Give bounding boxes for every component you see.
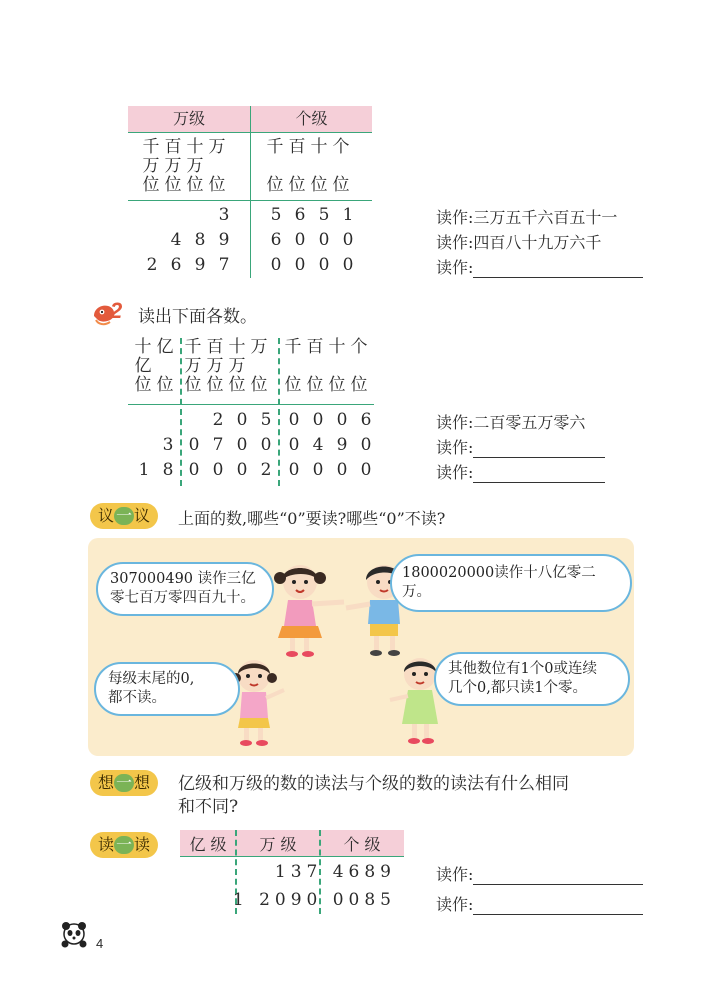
section-2-number: 2 bbox=[110, 298, 123, 323]
table1-header-wan: 万级 bbox=[128, 106, 250, 132]
speech-bubble-1: 307000490 读作三亿 零七百万零四百九十。 bbox=[96, 562, 274, 616]
table1-header-ge: 个级 bbox=[251, 106, 372, 132]
table1-row-2-ge: 6 0 0 0 bbox=[270, 230, 354, 250]
read-row-1: 137 4689 bbox=[274, 862, 396, 882]
discuss-question: 上面的数,哪些“0”要读?哪些“0”不读? bbox=[178, 509, 446, 528]
page-number: 4 bbox=[96, 936, 104, 951]
discussion-illustration bbox=[88, 538, 634, 756]
table1-reading-1: 读作:三万五千六百五十一 bbox=[436, 208, 618, 227]
speech-bubble-4: 其他数位有1个0或连续 几个0,都只读1个零。 bbox=[434, 652, 630, 706]
answer-blank[interactable] bbox=[473, 866, 643, 885]
read-reading-1: 读作: bbox=[436, 862, 643, 885]
read-header-ge: 个 级 bbox=[343, 835, 381, 854]
discuss-badge: 议 一 议 bbox=[90, 503, 158, 529]
speech-bubble-2: 1800020000读作十八亿零二万。 bbox=[390, 554, 632, 612]
table2-row-3-wan: 0 0 0 2 bbox=[188, 460, 272, 480]
speech-bubble-3: 每级末尾的0, 都不读。 bbox=[94, 662, 240, 716]
table2-place-wan: 千 百 十 万 万 万 万 位 位 位 位 bbox=[184, 337, 268, 395]
read-reading-2: 读作: bbox=[436, 892, 643, 915]
table2-row-3-ge: 0 0 0 0 bbox=[288, 460, 372, 480]
section-2-icon bbox=[90, 298, 130, 328]
read-header-wan: 万 级 bbox=[259, 835, 297, 854]
table2-row-2: 3 bbox=[162, 435, 174, 455]
think-badge: 想 一 想 bbox=[90, 770, 158, 796]
table2-row-1-ge: 0 0 0 6 bbox=[288, 410, 372, 430]
table1-reading-3: 读作: bbox=[436, 255, 643, 278]
think-question: 亿级和万级的数的读法与个级的数的读法有什么相同 和不同? bbox=[178, 774, 569, 817]
table2-row-1 bbox=[132, 410, 180, 430]
answer-blank[interactable] bbox=[473, 464, 605, 483]
table2-reading-3: 读作: bbox=[436, 460, 605, 483]
read-header-yi: 亿 级 bbox=[189, 835, 227, 854]
table2-row-3: 1 8 bbox=[138, 460, 174, 480]
table2-row-1-wan: 2 0 5 bbox=[212, 410, 272, 430]
table1-row-1: 3 bbox=[218, 205, 230, 225]
read-badge: 读 一 读 bbox=[90, 832, 158, 858]
answer-blank[interactable] bbox=[473, 439, 605, 458]
answer-blank[interactable] bbox=[473, 896, 643, 915]
read-row-2: 1 2090 0085 bbox=[232, 890, 396, 910]
table2-row-2-wan: 0 7 0 0 bbox=[188, 435, 272, 455]
table2-reading-2: 读作: bbox=[436, 435, 605, 458]
panda-icon bbox=[58, 918, 90, 950]
table1-row-3: 2 6 9 7 bbox=[146, 255, 230, 275]
table2-place-yi: 十 亿 亿 位 位 bbox=[134, 337, 174, 395]
section-2-title: 读出下面各数。 bbox=[138, 307, 257, 327]
table2-place-ge: 千 百 十 个 位 位 位 位 bbox=[284, 337, 368, 395]
table2-row-2-ge: 0 4 9 0 bbox=[288, 435, 372, 455]
table1-row-3-ge: 0 0 0 0 bbox=[270, 255, 354, 275]
table1-row-2: 4 8 9 bbox=[170, 230, 230, 250]
table1-place-ge: 千 百 十 个 位 位 位 位 bbox=[266, 137, 350, 195]
table1-place-wan: 千 百 十 万 万 万 万 位 位 位 位 bbox=[142, 137, 226, 195]
answer-blank[interactable] bbox=[473, 259, 643, 278]
table2-reading-1: 读作:二百零五万零六 bbox=[436, 413, 586, 432]
table1-row-1-ge: 5 6 5 1 bbox=[270, 205, 354, 225]
table1-reading-2: 读作:四百八十九万六千 bbox=[436, 233, 602, 252]
